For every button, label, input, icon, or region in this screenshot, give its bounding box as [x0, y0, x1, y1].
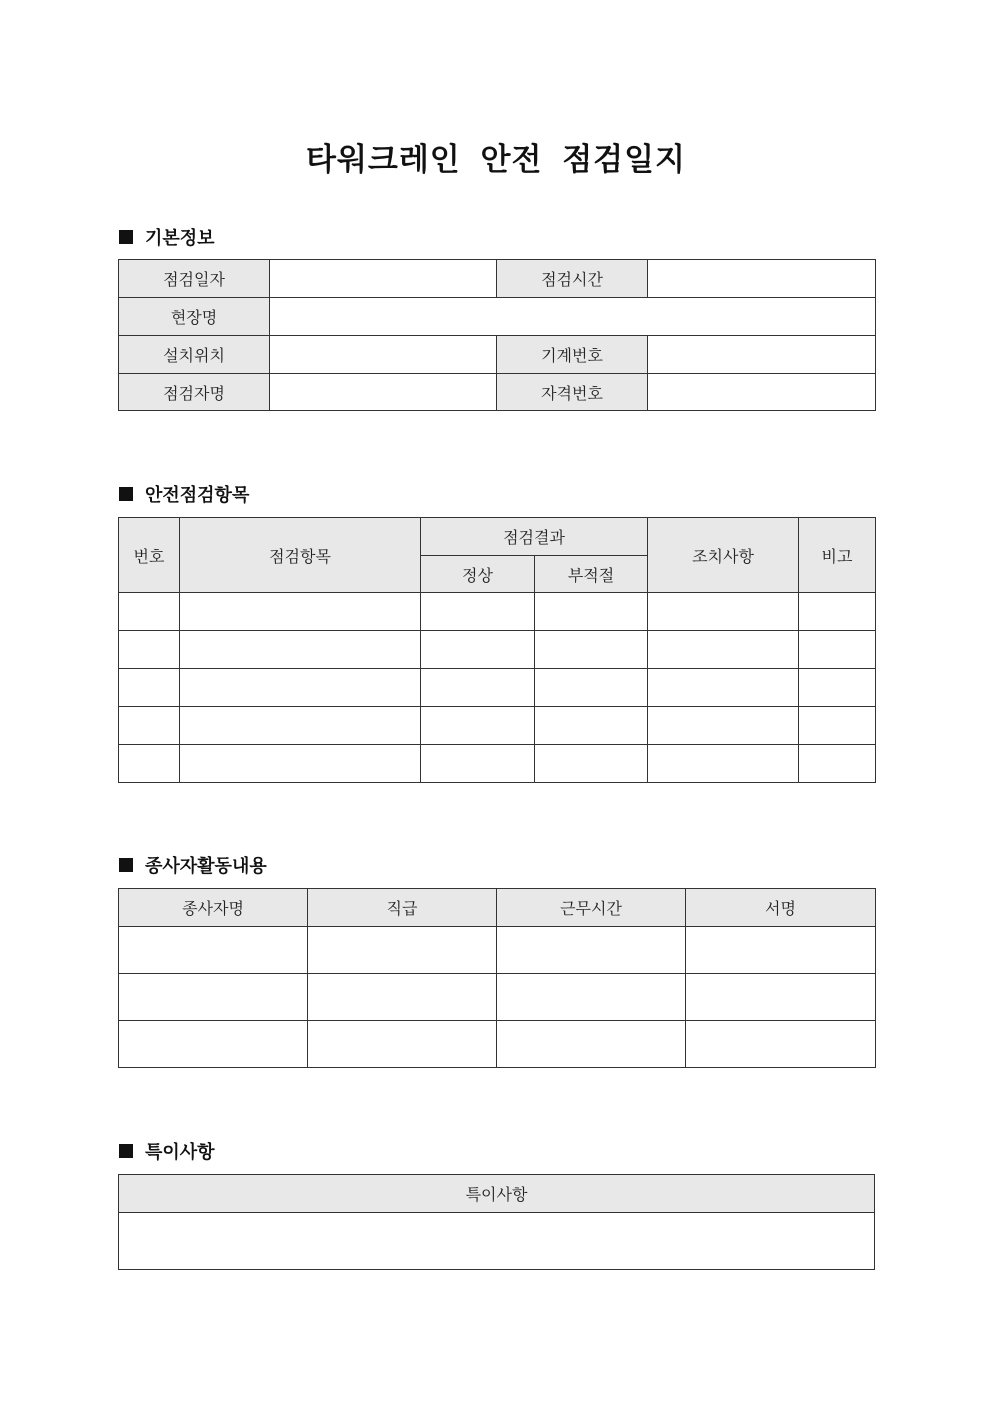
remarks-table [118, 1174, 875, 1270]
table-row [119, 927, 876, 974]
cell-action[interactable] [648, 669, 799, 707]
cell-no[interactable] [119, 669, 180, 707]
table-row [119, 593, 876, 631]
workers-table [118, 888, 876, 1068]
location-label: 설치위치 [119, 336, 270, 374]
table-row [119, 745, 876, 783]
cell-signature[interactable] [686, 927, 876, 974]
cell-work-hours[interactable] [497, 974, 686, 1021]
cell-item[interactable] [180, 593, 421, 631]
cell-defect[interactable] [535, 631, 648, 669]
cell-work-hours[interactable] [497, 1021, 686, 1068]
table-row [119, 1021, 876, 1068]
cell-no[interactable] [119, 745, 180, 783]
header-worker-name: 종사자명 [119, 889, 308, 927]
cell-note[interactable] [799, 593, 876, 631]
section-title: 종사자활동내용 [145, 856, 267, 877]
cell-note[interactable] [799, 669, 876, 707]
cell-rank[interactable] [308, 974, 497, 1021]
license-number-label: 자격번호 [497, 374, 648, 411]
table-row [119, 707, 876, 745]
page-title: 타워크레인 안전 점검일지 [306, 142, 686, 178]
cell-defect[interactable] [535, 669, 648, 707]
cell-no[interactable] [119, 707, 180, 745]
header-no: 번호 [119, 518, 180, 593]
remarks-field[interactable] [119, 1213, 875, 1270]
machine-number-label: 기계번호 [497, 336, 648, 374]
cell-action[interactable] [648, 707, 799, 745]
inspector-field[interactable] [270, 374, 497, 411]
header-result: 점검결과 [421, 518, 648, 556]
square-bullet-icon [119, 230, 133, 244]
cell-worker-name[interactable] [119, 1021, 308, 1068]
cell-note[interactable] [799, 745, 876, 783]
cell-defect[interactable] [535, 745, 648, 783]
section-title: 특이사항 [145, 1142, 215, 1163]
cell-normal[interactable] [421, 745, 535, 783]
section-heading-inspection [119, 481, 249, 507]
square-bullet-icon [119, 487, 133, 501]
cell-item[interactable] [180, 745, 421, 783]
header-note: 비고 [799, 518, 876, 593]
cell-work-hours[interactable] [497, 927, 686, 974]
cell-worker-name[interactable] [119, 974, 308, 1021]
cell-action[interactable] [648, 593, 799, 631]
license-number-field[interactable] [648, 374, 876, 411]
machine-number-field[interactable] [648, 336, 876, 374]
cell-defect[interactable] [535, 707, 648, 745]
table-row [119, 669, 876, 707]
section-heading-basic-info [119, 224, 215, 250]
section-title: 기본정보 [145, 228, 215, 249]
date-label: 점검일자 [119, 260, 270, 298]
date-field[interactable] [270, 260, 497, 298]
basic-info-table [118, 259, 876, 411]
section-title: 안전점검항목 [145, 485, 250, 506]
header-remarks: 특이사항 [119, 1175, 875, 1213]
cell-item[interactable] [180, 631, 421, 669]
cell-no[interactable] [119, 593, 180, 631]
header-normal: 정상 [421, 556, 535, 593]
cell-note[interactable] [799, 631, 876, 669]
cell-normal[interactable] [421, 669, 535, 707]
time-field[interactable] [648, 260, 876, 298]
header-item: 점검항목 [180, 518, 421, 593]
cell-action[interactable] [648, 745, 799, 783]
cell-normal[interactable] [421, 631, 535, 669]
cell-rank[interactable] [308, 1021, 497, 1068]
inspection-table [118, 517, 876, 783]
square-bullet-icon [119, 858, 133, 872]
cell-item[interactable] [180, 669, 421, 707]
cell-note[interactable] [799, 707, 876, 745]
header-defect: 부적절 [535, 556, 648, 593]
section-heading-workers [119, 852, 267, 878]
cell-item[interactable] [180, 707, 421, 745]
header-signature: 서명 [686, 889, 876, 927]
section-heading-remarks [119, 1138, 215, 1164]
site-label: 현장명 [119, 298, 270, 336]
cell-normal[interactable] [421, 593, 535, 631]
header-action: 조치사항 [648, 518, 799, 593]
header-work-hours: 근무시간 [497, 889, 686, 927]
location-field[interactable] [270, 336, 497, 374]
cell-normal[interactable] [421, 707, 535, 745]
time-label: 점검시간 [497, 260, 648, 298]
square-bullet-icon [119, 1144, 133, 1158]
cell-no[interactable] [119, 631, 180, 669]
cell-rank[interactable] [308, 927, 497, 974]
header-rank: 직급 [308, 889, 497, 927]
cell-defect[interactable] [535, 593, 648, 631]
cell-worker-name[interactable] [119, 927, 308, 974]
cell-signature[interactable] [686, 974, 876, 1021]
site-field[interactable] [270, 298, 876, 336]
table-row [119, 974, 876, 1021]
table-row [119, 631, 876, 669]
cell-action[interactable] [648, 631, 799, 669]
cell-signature[interactable] [686, 1021, 876, 1068]
inspector-label: 점검자명 [119, 374, 270, 411]
